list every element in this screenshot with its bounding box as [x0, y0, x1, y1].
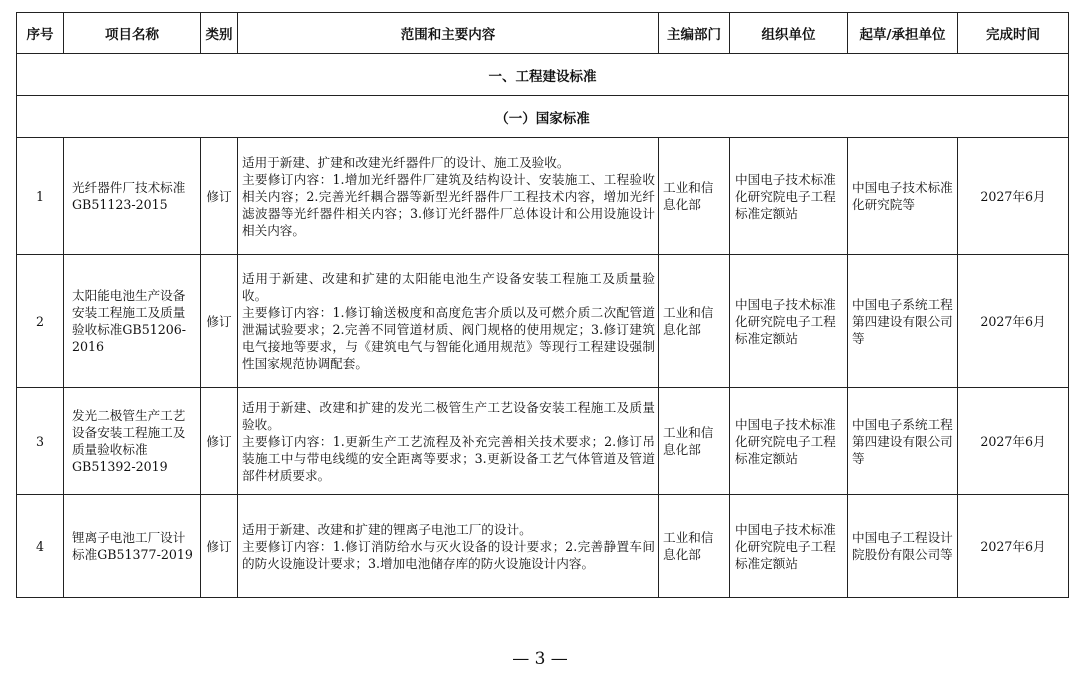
project-type: 修订 — [201, 388, 238, 495]
scope-cell — [238, 495, 659, 598]
editing-dept: 工业和信息化部 — [659, 495, 730, 598]
scope-detail: 主要修订内容：1.更新生产工艺流程及补充完善相关技术要求；2.修订吊装施工中与带电线缆的安全距离等要求；3.更新设备工艺气体管道及管道部件材质要求。 — [242, 433, 655, 483]
header-index: 序号 — [17, 13, 64, 54]
project-name: 太阳能电池生产设备安装工程施工及质量验收标准GB51206-2016 — [64, 255, 201, 388]
page-number: — 3 — — [512, 649, 568, 669]
drafting-unit: 中国电子系统工程第四建设有限公司等 — [848, 388, 958, 495]
scope-cell — [238, 388, 659, 495]
section-row — [17, 54, 1069, 96]
header-drafter: 起草/承担单位 — [848, 13, 958, 54]
table-row — [17, 255, 1069, 388]
completion-date: 2027年6月 — [958, 255, 1069, 388]
scope-cell — [238, 138, 659, 255]
table-row — [17, 495, 1069, 598]
project-name: 锂离子电池工厂设计标准GB51377-2019 — [64, 495, 201, 598]
project-type: 修订 — [201, 255, 238, 388]
section-title: 一、工程建设标准 — [17, 54, 1069, 96]
subsection-title: （一）国家标准 — [17, 96, 1069, 138]
scope-intro: 适用于新建、扩建和改建光纤器件厂的设计、施工及验收。 — [242, 154, 570, 170]
editing-dept: 工业和信息化部 — [659, 138, 730, 255]
project-type: 修订 — [201, 495, 238, 598]
editing-dept: 工业和信息化部 — [659, 388, 730, 495]
project-name: 光纤器件厂技术标准GB51123-2015 — [64, 138, 201, 255]
header-type: 类别 — [201, 13, 238, 54]
editing-dept: 工业和信息化部 — [659, 255, 730, 388]
header-name: 项目名称 — [64, 13, 201, 54]
header-date: 完成时间 — [958, 13, 1069, 54]
completion-date: 2027年6月 — [958, 495, 1069, 598]
drafting-unit: 中国电子工程设计院股份有限公司等 — [848, 495, 958, 598]
scope-detail: 主要修订内容：1.修订输送极度和高度危害介质以及可燃介质二次配管道泄漏试验要求；2.完善不同管道材质、阀门规格的使用规定；3.修订建筑电气接地等要求，与《建筑电气与智能化通用规范》等现行工程建设强制性国家规范协调配套。 — [242, 305, 655, 371]
drafting-unit: 中国电子技术标准化研究院等 — [848, 138, 958, 255]
project-type: 修订 — [201, 138, 238, 255]
scope-detail: 主要修订内容：1.修订消防给水与灭火设备的设计要求；2.完善静置车间的防火设施设计要求；3.增加电池储存库的防火设施设计内容。 — [242, 538, 655, 571]
standards-table — [16, 12, 1069, 598]
header-org: 组织单位 — [730, 13, 848, 54]
subsection-row — [17, 96, 1069, 138]
table-row — [17, 138, 1069, 255]
completion-date: 2027年6月 — [958, 138, 1069, 255]
header-scope: 范围和主要内容 — [238, 13, 659, 54]
scope-detail: 主要修订内容：1.增加光纤器件厂建筑及结构设计、安装施工、工程验收相关内容；2.完善光纤耦合器等新型光纤器件厂工程技术内容，增加光纤滤波器等光纤器件相关内容；3.修订光纤器件厂总体设计和公用设施设计相关内容。 — [242, 171, 655, 238]
scope-intro: 适用于新建、改建和扩建的发光二极管生产工艺设备安装工程施工及质量验收。 — [242, 399, 655, 432]
organizing-unit: 中国电子技术标准化研究院电子工程标准定额站 — [730, 495, 848, 598]
row-index: 3 — [17, 388, 64, 495]
table-row — [17, 388, 1069, 495]
scope-cell — [238, 255, 659, 388]
drafting-unit: 中国电子系统工程第四建设有限公司等 — [848, 255, 958, 388]
completion-date: 2027年6月 — [958, 388, 1069, 495]
row-index: 4 — [17, 495, 64, 598]
row-index: 2 — [17, 255, 64, 388]
scope-intro: 适用于新建、改建和扩建的锂离子电池工厂的设计。 — [242, 521, 532, 537]
scope-intro: 适用于新建、改建和扩建的太阳能电池生产设备安装工程施工及质量验收。 — [242, 271, 655, 303]
row-index: 1 — [17, 138, 64, 255]
organizing-unit: 中国电子技术标准化研究院电子工程标准定额站 — [730, 255, 848, 388]
organizing-unit: 中国电子技术标准化研究院电子工程标准定额站 — [730, 138, 848, 255]
organizing-unit: 中国电子技术标准化研究院电子工程标准定额站 — [730, 388, 848, 495]
project-name: 发光二极管生产工艺设备安装工程施工及质量验收标准GB51392-2019 — [64, 388, 201, 495]
header-row — [17, 13, 1069, 54]
header-dept: 主编部门 — [659, 13, 730, 54]
